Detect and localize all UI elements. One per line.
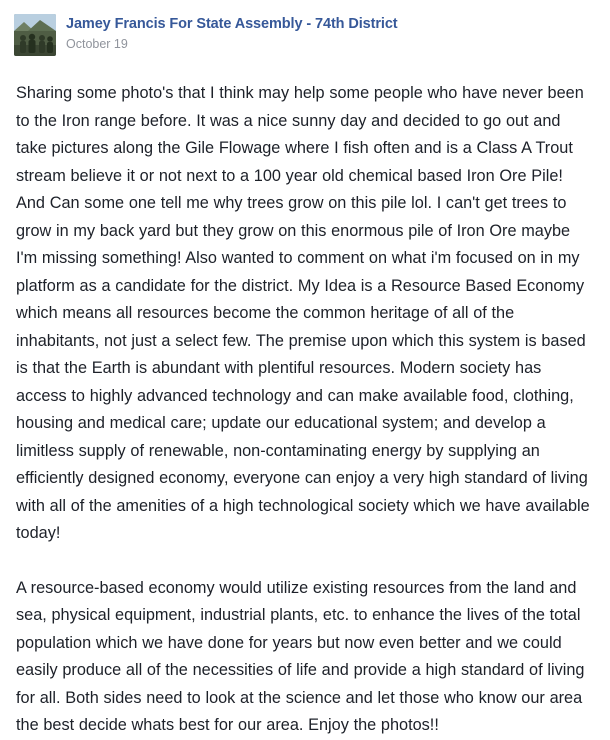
post-author-link[interactable]: Jamey Francis For State Assembly - 74th District — [66, 16, 398, 32]
post-header-text — [66, 14, 398, 53]
post-timestamp[interactable]: October 19 — [66, 37, 128, 51]
post-body — [14, 80, 596, 740]
avatar[interactable] — [14, 14, 56, 56]
post-paragraph-1: Sharing some photo's that I think may help some people who have never been to the Iron range before. It was a nice sunny day and decided to go out and take pictures along the Gile Flowage where I fish often and is a Class A Trout stream believe it or not next to a 100 year old chemical based Iron Ore Pile! And Can some one tell me why trees grow on this pile lol. I can't get trees to grow in my back yard but they grow on this enormous pile of Iron Ore maybe I'm missing something! Also wanted to comment on what i'm focused on in my platform as a candidate for the district. My Idea is a Resource Based Economy which means all resources become the common heritage of all of the inhabitants, not just a select few. The premise upon which this system is based is that the Earth is abundant with plentiful resources. Modern society has access to highly advanced technology and can make available food, clothing, housing and medical care; update our educational system; and develop a limitless supply of renewable, non-contaminating energy by supplying an efficiently designed economy, everyone can enjoy a very high standard of living with all of the amenities of a high technological society which we have available today! — [16, 84, 590, 542]
post-paragraph-2: A resource-based economy would utilize existing resources from the land and sea, physical equipment, industrial plants, etc. to enhance the lives of the total population which we have done for years but now even better and we could easily produce all of the necessities of life and provide a high standard of living for all. Both sides need to look at the science and let those who know our area the best decide whats best for our area. Enjoy the photos!! — [16, 578, 585, 734]
post-header — [14, 14, 596, 56]
group-photo-avatar-icon — [14, 14, 56, 56]
